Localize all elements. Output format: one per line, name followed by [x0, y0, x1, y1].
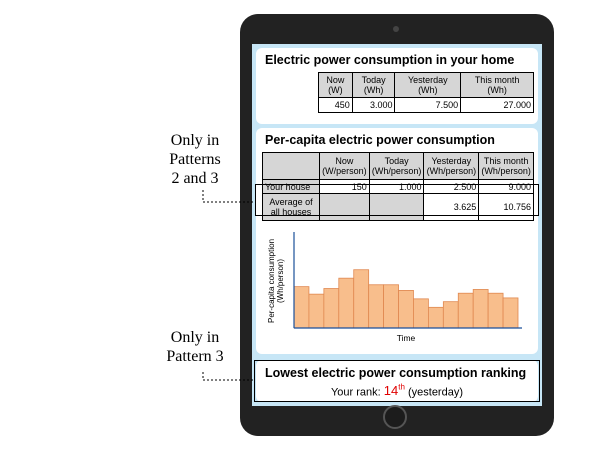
chart-bar	[309, 294, 324, 328]
chart-bar	[324, 289, 339, 328]
header-today	[369, 153, 424, 180]
chart-bar	[354, 270, 369, 328]
header-line: Yesterday	[407, 75, 448, 85]
header-line: Now	[326, 75, 345, 85]
header-line: This month	[483, 156, 529, 166]
header-now	[319, 73, 353, 98]
chart-bar	[369, 285, 384, 328]
chart-bars	[294, 270, 518, 328]
annotation-line: Pattern 3	[166, 348, 224, 365]
value-yesterday: 2.500	[424, 180, 479, 194]
chart-bar	[339, 278, 354, 328]
chart-bar	[503, 298, 518, 328]
header-yesterday	[395, 73, 461, 98]
highlight-average-row	[255, 184, 539, 216]
row-label-line: Average of	[269, 197, 313, 207]
table-header-row	[319, 73, 534, 98]
chart-x-label: Time	[396, 333, 416, 343]
chart-bar	[488, 293, 503, 328]
header-this-month	[461, 73, 534, 98]
chart-bar	[443, 302, 458, 328]
chart-bar	[428, 307, 443, 328]
chart-y-label-unit: (Wh/person)	[276, 258, 285, 304]
header-line: (Wh)	[487, 85, 507, 95]
annotation-line: Patterns	[169, 151, 221, 168]
row-label-line: all houses	[270, 207, 312, 217]
header-now	[320, 153, 370, 180]
camera-icon	[393, 26, 399, 32]
header-line: (Wh/person)	[371, 166, 422, 176]
rank-suffix: th	[398, 383, 405, 392]
row-label-your-house: Your house	[263, 180, 320, 194]
annotation-line: 2 and 3	[171, 170, 219, 187]
annotation-patterns-2-3	[150, 131, 240, 188]
table-row	[319, 98, 534, 113]
chart-bar	[473, 289, 488, 328]
percapita-panel-title: Per-capita electric power consumption	[265, 133, 495, 147]
annotation-line: Only in	[170, 329, 220, 346]
header-line: (W)	[328, 85, 343, 95]
value-today: 3.000	[352, 98, 395, 113]
value-this-month: 10.756	[479, 194, 534, 221]
value-now: 150	[320, 180, 370, 194]
percapita-panel	[256, 128, 538, 354]
chart-bar	[399, 290, 414, 328]
value-this-month: 27.000	[461, 98, 534, 113]
value-now: 450	[319, 98, 353, 113]
value-yesterday: 3.625	[424, 194, 479, 221]
home-panel-title: Electric power consumption in your home	[265, 53, 515, 67]
chart-bar	[384, 285, 399, 328]
header-line: (Wh/person)	[426, 166, 477, 176]
rank-number: 14	[383, 383, 399, 399]
header-line: (Wh/person)	[481, 166, 531, 176]
rank-postfix: (yesterday)	[404, 386, 463, 399]
value-this-month: 9.000	[479, 180, 534, 194]
annotation-pattern-3	[150, 328, 240, 366]
rank-prefix: Your rank:	[330, 386, 384, 399]
home-consumption-panel	[256, 48, 538, 124]
header-line: (W/person)	[322, 166, 367, 176]
header-this-month	[479, 153, 534, 180]
table-header-row	[263, 153, 534, 180]
annotation-line: Only in	[170, 132, 220, 149]
ranking-panel-title: Lowest electric power consumption ranking	[265, 366, 527, 380]
header-today	[352, 73, 395, 98]
chart-bar	[458, 293, 473, 328]
screen	[252, 44, 542, 406]
header-line: Today	[384, 156, 409, 166]
chart-bar	[413, 299, 428, 328]
header-line: Now	[335, 156, 354, 166]
header-line: Today	[361, 75, 386, 85]
value-today: 1.000	[369, 180, 424, 194]
chart-y-label: Per-capita consumption	[267, 238, 276, 324]
home-consumption-table	[318, 72, 534, 113]
chart-bar	[294, 287, 309, 328]
header-line: (Wh)	[363, 85, 384, 95]
header-blank	[263, 153, 320, 180]
home-button[interactable]	[383, 405, 407, 429]
value-yesterday: 7.500	[395, 98, 461, 113]
header-line: This month	[474, 75, 520, 85]
header-yesterday	[424, 153, 479, 180]
percapita-chart	[256, 228, 538, 352]
header-line: (Wh)	[418, 85, 438, 95]
header-line: Yesterday	[431, 156, 472, 166]
highlight-ranking-panel	[254, 360, 540, 402]
